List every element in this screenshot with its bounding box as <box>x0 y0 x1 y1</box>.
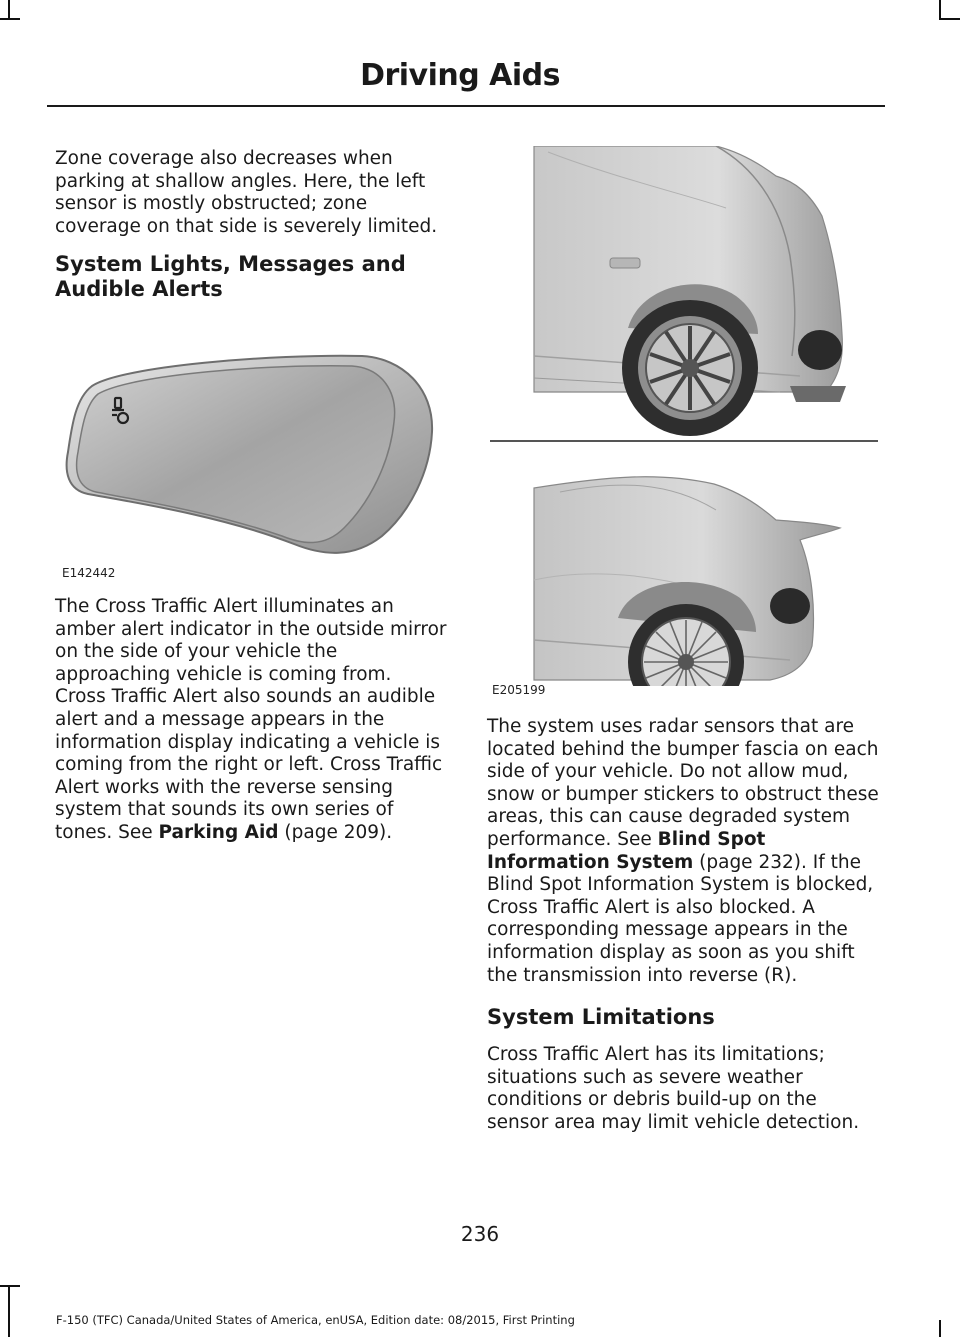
figure-code-mirror: E142442 <box>62 566 116 580</box>
page-footer: F-150 (TFC) Canada/United States of America, enUSA, Edition date: 08/2015, First Printing <box>56 1313 575 1327</box>
figure-divider <box>490 440 878 442</box>
section-heading-system-limitations: System Limitations <box>487 1005 715 1030</box>
vehicle-rear-illustration-sedan <box>490 470 880 686</box>
crop-mark <box>8 1285 10 1337</box>
page-reference: (page 209). <box>278 821 393 843</box>
blind-spot-info-link[interactable]: Blind Spot Information System <box>487 828 766 873</box>
crop-mark <box>939 0 941 20</box>
crop-mark <box>939 1320 941 1337</box>
header-divider <box>47 105 885 107</box>
vehicle-rear-illustration-suv <box>490 146 880 436</box>
crop-mark <box>0 1285 20 1287</box>
figure-code-vehicles: E205199 <box>492 683 546 697</box>
intro-paragraph: Zone coverage also decreases when parking at shallow angles. Here, the left sensor is mostly obstructed; zone coverage on that side is severely limited. <box>55 148 438 237</box>
left-column-body <box>55 596 448 845</box>
parking-aid-link[interactable]: Parking Aid <box>158 821 279 843</box>
left-column <box>55 148 448 302</box>
crop-mark <box>939 18 960 20</box>
limitations-paragraph: Cross Traffic Alert has its limitations; situations such as severe weather conditions or debris build-up on the sensor area may limit vehicle detection. <box>487 1044 860 1133</box>
paragraph-text: The Cross Traffic Alert illuminates an amber alert indicator in the outside mirror on the side of your vehicle the approaching vehicle is coming from. Cross Traffic Alert also sounds an audible alert and a message appears in the information display indicating a vehicle is coming from the right or left. Cross Traffic Alert works with the reverse sensing system that sounds its own series of tones. See <box>55 596 447 843</box>
paragraph-text-tail: (page 232). If the Blind Spot Information System is blocked, Cross Traffic Alert is also blocked. A corresponding message appears in the information display as soon as you shift the transmission into reverse (R). <box>487 851 874 986</box>
radar-sensor-paragraph <box>487 716 880 987</box>
page-header-title: Driving Aids <box>360 58 560 93</box>
cross-traffic-alert-paragraph <box>55 596 448 845</box>
crop-mark <box>0 18 20 20</box>
paragraph-text: The system uses radar sensors that are located behind the bumper fascia on each side of your vehicle. Do not allow mud, snow or bumper stickers to obstruct these areas, this can cause degraded system performance. See <box>487 716 879 850</box>
right-column-body <box>487 716 880 1135</box>
mirror-illustration <box>62 352 438 570</box>
page-number: 236 <box>460 1222 500 1246</box>
section-heading-system-lights: System Lights, Messages and Audible Alerts <box>55 252 406 302</box>
crop-mark <box>8 0 10 20</box>
